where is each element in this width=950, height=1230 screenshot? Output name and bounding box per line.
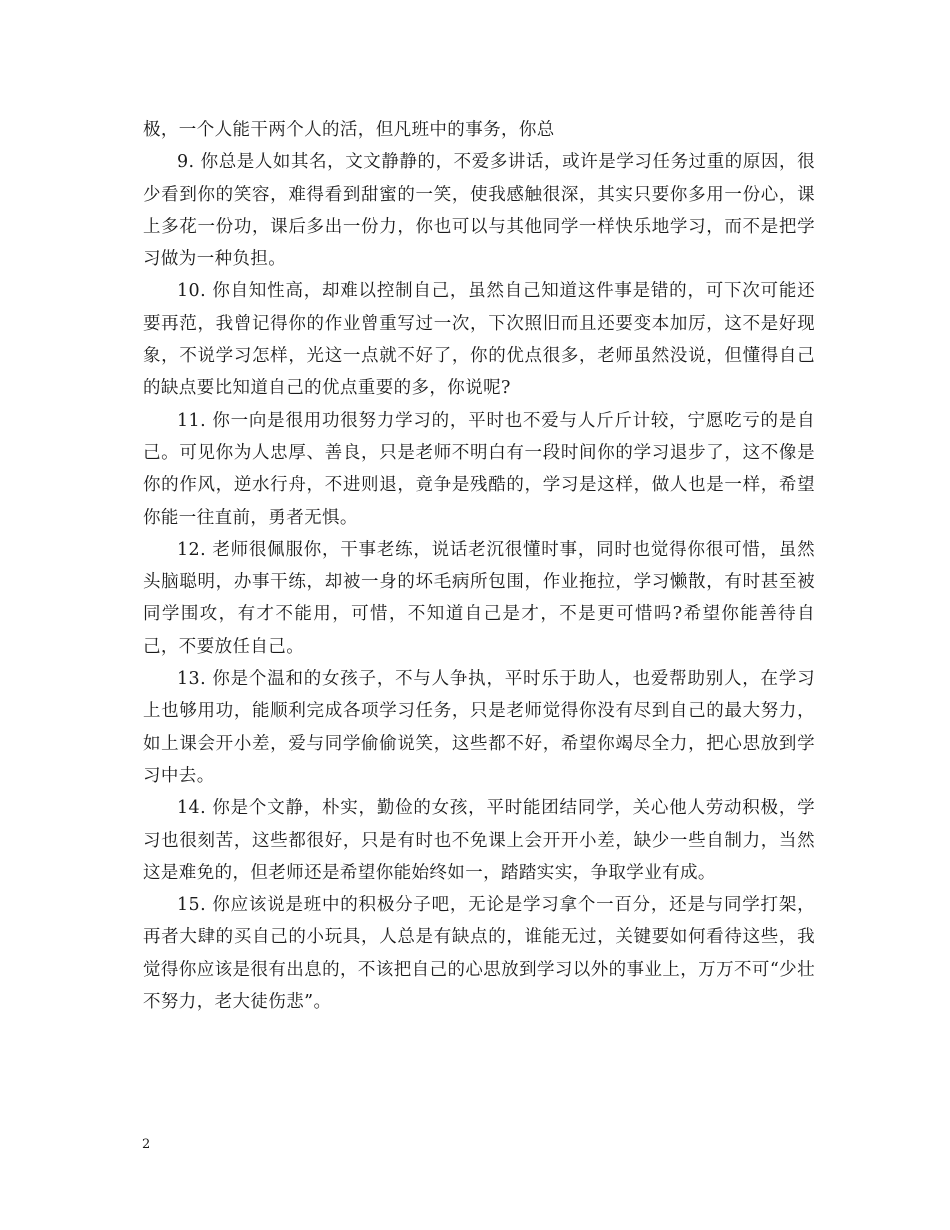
document-body	[143, 114, 815, 1018]
paragraph-10: 10. 你自知性高，却难以控制自己，虽然自己知道这件事是错的，可下次可能还要再范，我曾记得你的作业曾重写过一次，下次照旧而且还要变本加厉，这不是好现象，不说学习怎样，光这一点就不好了，你的优点很多，老师虽然没说，但懂得自己的缺点要比知道自己的优点重要的多，你说呢?	[143, 281, 815, 399]
paragraph-9: 9. 你总是人如其名，文文静静的，不爱多讲话，或许是学习任务过重的原因，很少看到你的笑容，难得看到甜蜜的一笑，使我感触很深，其实只要你多用一份心，课上多花一份功，课后多出一份力，你也可以与其他同学一样快乐地学习，而不是把学习做为一种负担。	[143, 152, 815, 270]
paragraph-8-continued: 极，一个人能干两个人的活，但凡班中的事务，你总	[143, 120, 555, 140]
paragraph-12: 12. 老师很佩服你，干事老练，说话老沉很懂时事，同时也觉得你很可惜，虽然头脑聪明，办事干练，却被一身的坏毛病所包围，作业拖拉，学习懒散，有时甚至被同学围攻，有才不能用，可惜，不知道自己是才，不是更可惜吗?希望你能善待自己，不要放任自己。	[143, 539, 815, 657]
page-number: 2	[142, 1137, 151, 1152]
paragraph-11: 11. 你一向是很用功很努力学习的，平时也不爱与人斤斤计较，宁愿吃亏的是自己。可见你为人忠厚、善良，只是老师不明白有一段时间你的学习退步了，这不像是你的作风，逆水行舟，不进则退，竟争是残酷的，学习是这样，做人也是一样，希望你能一往直前，勇者无惧。	[143, 410, 815, 528]
paragraph-15: 15. 你应该说是班中的积极分子吧，无论是学习拿个一百分，还是与同学打架，再者大肆的买自己的小玩具，人总是有缺点的，谁能无过，关键要如何看待这些，我觉得你应该是很有出息的，不该把自己的心思放到学习以外的事业上，万万不可“少壮不努力，老大徒伤悲”。	[143, 895, 815, 1013]
paragraph-13: 13. 你是个温和的女孩子，不与人争执，平时乐于助人，也爱帮助别人，在学习上也够用功，能顺利完成各项学习任务，只是老师觉得你没有尽到自己的最大努力，如上课会开小差，爱与同学偷偷说笑，这些都不好，希望你竭尽全力，把心思放到学习中去。	[143, 669, 815, 786]
paragraph-14: 14. 你是个文静，朴实，勤俭的女孩，平时能团结同学，关心他人劳动积极，学习也很刻苦，这些都很好，只是有时也不免课上会开开小差，缺少一些自制力，当然这是难免的，但老师还是希望你能始终如一，踏踏实实，争取学业有成。	[143, 798, 815, 883]
